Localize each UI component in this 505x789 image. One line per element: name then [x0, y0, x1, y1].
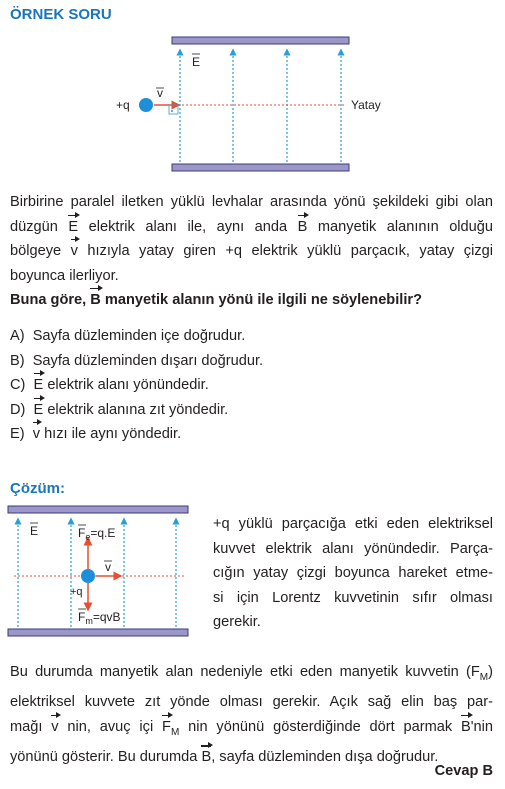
- charge-ball: [139, 98, 153, 112]
- sol-bottom-plate: [8, 629, 188, 636]
- fm-label: $F_m=qvB$: [78, 610, 121, 626]
- field-lines: [180, 52, 341, 162]
- example-paragraph: Birbirine paralel iletken yüklü levhalar arasında yönü şekildeki gibi olan düzgün E elektrik alanı ile, aynı anda B manyetik alanının olduğu bölgeye v hızıyla yatay giren +q elektrik yüklü parçacık, yatay çizgi boyunca ilerliyor.: [10, 194, 494, 284]
- sol-q-label: +q: [70, 586, 83, 598]
- option-c[interactable]: C) E elektrik alanı yönündedir.: [10, 373, 263, 398]
- fe-label: $F_e=q.E$: [78, 526, 116, 542]
- option-b[interactable]: B) Sayfa düzleminden dışarı doğrudur.: [10, 352, 264, 369]
- q-label: +q: [116, 98, 130, 112]
- option-a[interactable]: A) Sayfa düzleminden içe doğrudur.: [10, 328, 246, 344]
- sol-top-plate: [8, 506, 188, 513]
- option-e[interactable]: E) v hızı ile aynı yöndedir.: [10, 422, 263, 447]
- sol-e-label: E: [30, 524, 39, 538]
- e-label: E: [192, 55, 201, 69]
- option-d[interactable]: D) E elektrik alanına zıt yöndedir.: [10, 398, 263, 423]
- solution-side-text: +q yüklü parçacığa etki eden elektriksel kuvvet elektrik alanı yönündedir. Parça- cığın yatay çizgi boyunca hareket etme- si için Lorentz kuvvetinin sıfır olması gerekir.: [213, 516, 493, 630]
- v-label: v: [157, 86, 163, 100]
- solution-heading: Çözüm:: [10, 480, 65, 497]
- answer: Cevap B: [434, 763, 493, 779]
- horizontal-label: Yatay: [351, 98, 381, 112]
- bottom-plate: [172, 164, 349, 171]
- question: Buna göre, B manyetik alanın yönü ile ilgili ne söylenebilir?: [10, 288, 500, 313]
- solution-figure: [4, 503, 194, 639]
- top-plate: [172, 37, 349, 44]
- sol-v-label: v: [105, 560, 111, 574]
- example-heading: ÖRNEK SORU: [10, 6, 112, 23]
- options: [10, 324, 263, 447]
- example-figure: [110, 34, 410, 176]
- sol-charge-ball: [81, 569, 95, 583]
- solution-paragraph: Bu durumda manyetik alan nedeniyle etki eden manyetik kuvvetin $(F_M)$ elektriksel kuvvete zıt yönde olması gerekir. Açık sağ elin baş par- mağı v nin, avuç içi $F_M$ nin yönünü gösterdiğinde dört parmak B'nin yönünü gösterir. Bu durumda B, sayfa düzleminden dışa doğrudur.: [10, 660, 493, 770]
